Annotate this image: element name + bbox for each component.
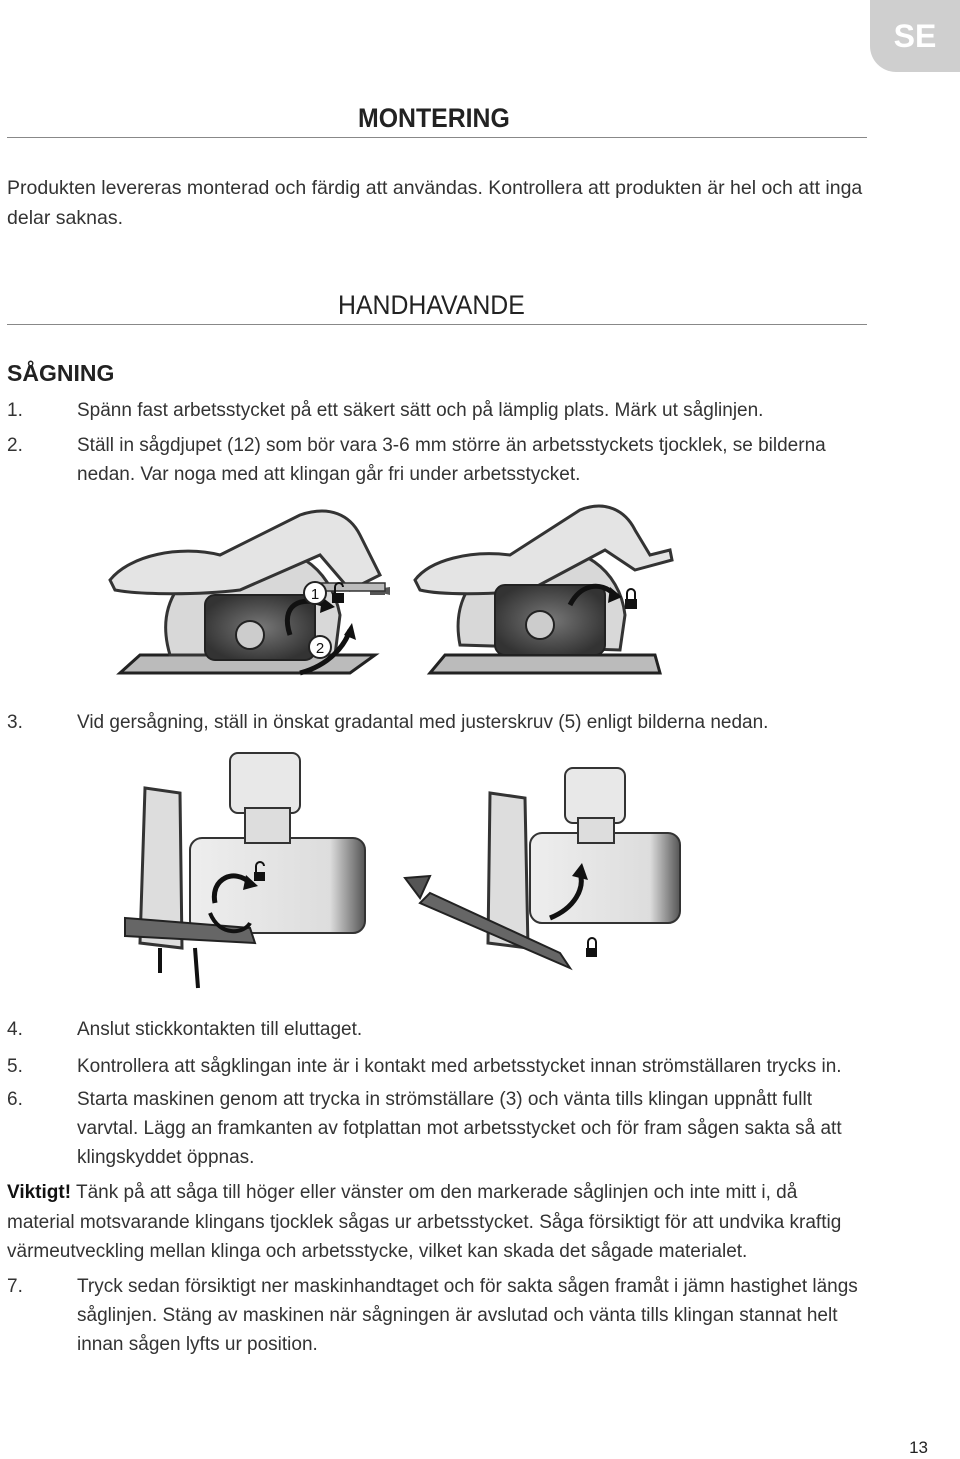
divider xyxy=(7,324,867,325)
list-item xyxy=(7,1272,867,1362)
item-number: 3. xyxy=(7,712,23,733)
list-item xyxy=(7,1015,867,1044)
item-text: Vid gersågning, ställ in önskat gradantal med justerskruv (5) enligt bilderna nedan. xyxy=(77,712,769,733)
item-number: 2. xyxy=(7,435,23,456)
saw-side-view-left xyxy=(110,511,390,673)
item-text: Starta maskinen genom att trycka in strömställare (3) och vänta tills klingan uppnått fullt varvtal. Lägg an framkanten av fotplattan mot arbetsstycket och för fram sågen sakta så att klingskyddet öppnas. xyxy=(77,1089,842,1168)
unlock-icon xyxy=(332,593,344,603)
subsection-title-sagning: SÅGNING xyxy=(7,360,115,386)
saw-front-view-left xyxy=(125,753,365,988)
list-item xyxy=(7,1085,867,1175)
list-item xyxy=(7,431,867,491)
divider xyxy=(7,137,867,138)
item-text: Spänn fast arbetsstycket på ett säkert sätt och på lämplig plats. Märk ut såglinjen. xyxy=(77,400,764,421)
saw-front-view-right xyxy=(405,768,680,968)
list-item xyxy=(7,708,867,737)
unlock-icon xyxy=(254,872,265,881)
item-number: 7. xyxy=(7,1276,23,1297)
item-number: 1. xyxy=(7,400,23,421)
depth-adjustment-figure xyxy=(100,495,680,695)
warning-label: Viktigt! xyxy=(7,1182,72,1203)
section-title-handhavande: HANDHAVANDE xyxy=(338,290,525,320)
item-number: 4. xyxy=(7,1019,23,1040)
item-text: Tryck sedan försiktigt ner maskinhandtaget och för sakta sågen framåt i jämn hastighet längs såglinjen. Stäng av maskinen när sågningen är avslutad och vänta tills klingan stannat helt innan sågen lyfts ur position. xyxy=(77,1276,858,1355)
item-text: Kontrollera att sågklingan inte är i kontakt med arbetsstycket innan strömställaren trycks in. xyxy=(77,1056,842,1077)
montering-text: Produkten levereras monterad och färdig att användas. Kontrollera att produkten är hel och att inga delar saknas. xyxy=(7,177,863,229)
item-text: Ställ in sågdjupet (12) som bör vara 3-6 mm större än arbetsstyckets tjocklek, se bilderna nedan. Var noga med att klingan går fri under arbetsstycket. xyxy=(77,435,826,485)
language-tab: SE xyxy=(870,0,960,72)
lock-icon xyxy=(625,599,637,609)
list-item xyxy=(7,1052,867,1081)
warning-note xyxy=(7,1178,867,1267)
saw-side-view-right xyxy=(415,506,672,673)
callout-2-label: 2 xyxy=(315,640,325,657)
section-title-montering: MONTERING xyxy=(358,103,510,133)
page-number: 13 xyxy=(909,1438,928,1457)
bevel-adjustment-figure xyxy=(110,748,690,998)
item-number: 5. xyxy=(7,1056,23,1077)
lock-icon xyxy=(586,948,597,957)
warning-text: Tänk på att såga till höger eller vänster om den markerade såglinjen och inte mitt i, då material motsvarande klingans tjocklek sågas ur arbetsstycket. Såga försiktigt för att undvika kraftig värmeutveckling mellan klinga och arbetsstycke, vilket kan skada det sågade materialet. xyxy=(7,1182,842,1262)
item-text: Anslut stickkontakten till eluttaget. xyxy=(77,1019,363,1040)
callout-1-label: 1 xyxy=(310,586,320,603)
list-item xyxy=(7,396,867,425)
item-number: 6. xyxy=(7,1089,23,1110)
